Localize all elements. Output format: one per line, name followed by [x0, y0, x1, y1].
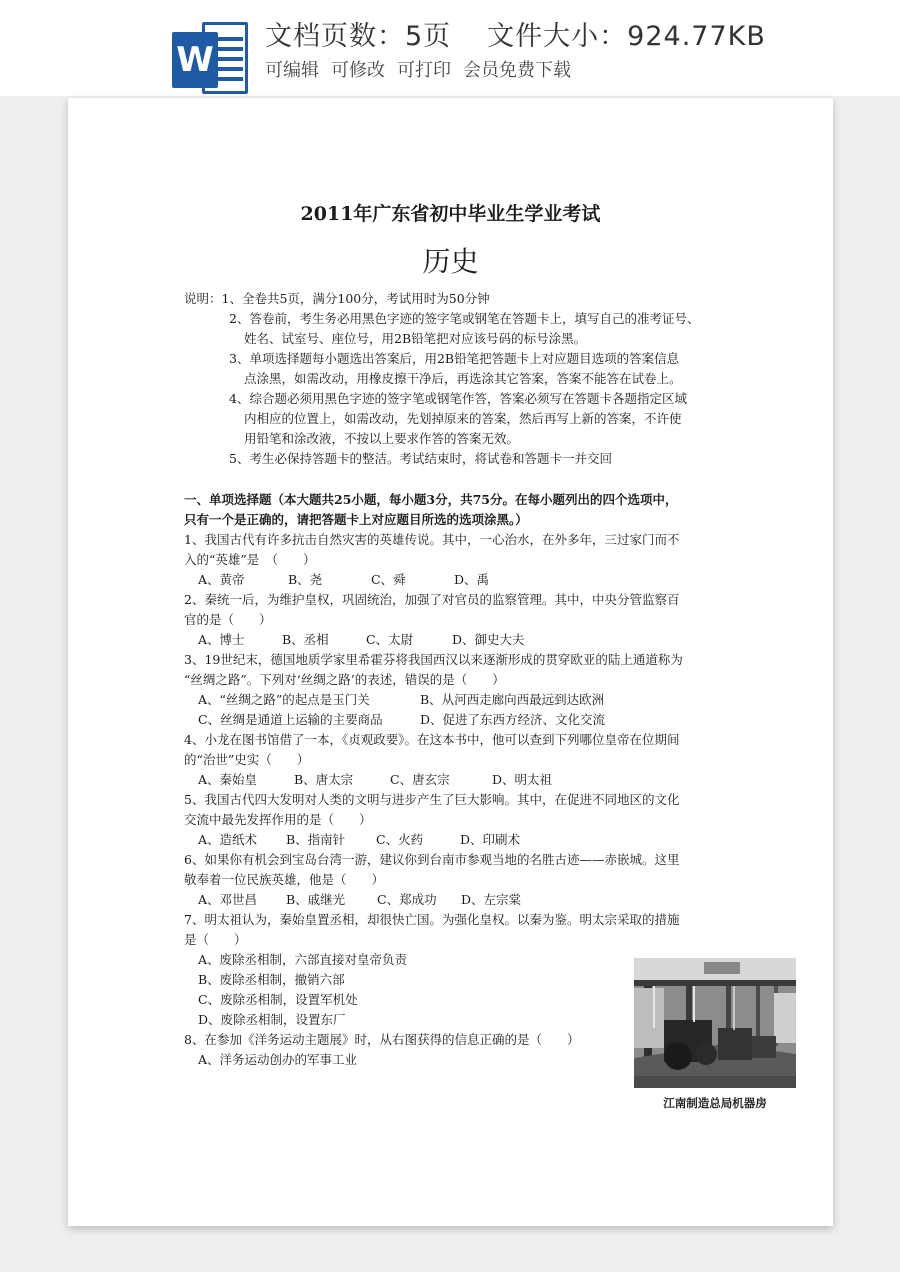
- question-3-options: [198, 690, 604, 710]
- question-7-option: C、废除丞相制，设置军机处: [198, 992, 358, 1007]
- question-1-text: 1、我国古代有许多抗击自然灾害的英雄传说。其中，一心治水，在外多年，三过家门而不: [184, 532, 680, 547]
- question-5-text: 5、我国古代四大发明对人类的文明与进步产生了巨大影响。其中，在促进不同地区的文化: [184, 792, 680, 807]
- banner-title: [265, 14, 766, 53]
- option: C、太尉: [366, 632, 414, 647]
- option: A、黄帝: [198, 572, 245, 587]
- option: D、御史大夫: [452, 632, 525, 647]
- question-4-options: [198, 770, 552, 790]
- option: D、明太祖: [492, 772, 553, 787]
- question-3-text: “丝绸之路”。下列对‘丝绸之路’的表述，错误的是（ ）: [184, 672, 505, 687]
- question-7-text: 7、明太祖认为，秦始皇置丞相，却很快亡国。为强化皇权。以秦为鉴。明太宗采取的措施: [184, 912, 680, 927]
- question-7-option: B、废除丞相制，撤销六部: [198, 972, 345, 987]
- note-line: 内相应的位置上，如需改动，先划掉原来的答案，然后再写上新的答案，不许使: [244, 411, 682, 426]
- exam-title: 2011年广东省初中毕业生学业考试: [300, 203, 601, 225]
- factory-photo: [634, 958, 796, 1088]
- document-content: [68, 98, 833, 1226]
- feature-modifiable: 可修改: [331, 60, 385, 81]
- option: C、丝绸是通道上运输的主要商品: [198, 712, 383, 727]
- note-line: 说明：1、全卷共5页，满分100分，考试用时为50分钟: [184, 291, 490, 306]
- section-heading: 只有一个是正确的，请把答题卡上对应题目所选的选项涂黑。）: [184, 512, 528, 527]
- document-page: [68, 98, 833, 1226]
- question-7-text: 是（ ）: [184, 932, 247, 947]
- question-5-options: [198, 830, 520, 850]
- option: C、舜: [371, 572, 406, 587]
- note-line: 5、考生必保持答题卡的整洁。考试结束时，将试卷和答题卡一并交回: [229, 451, 612, 466]
- subject-title: 历史: [422, 245, 479, 278]
- option: A、造纸术: [198, 832, 258, 847]
- question-2-text: 官的是（ ）: [184, 612, 272, 627]
- note-line: 3、单项选择题每小题选出答案后，用2B铅笔把答题卡上对应题目选项的答案信息: [229, 351, 680, 366]
- option: C、火药: [376, 832, 424, 847]
- option: B、唐太宗: [294, 772, 354, 787]
- file-size-label: 文件大小：924.77KB: [487, 21, 766, 52]
- note-line: 姓名、试室号、座位号，用2B铅笔把对应该号码的标号涂黑。: [244, 331, 587, 346]
- question-6-text: 敬奉着一位民族英雄，他是（ ）: [184, 872, 385, 887]
- feature-printable: 可打印: [397, 60, 451, 81]
- option: D、禹: [454, 572, 490, 587]
- page-count-label: 文档页数：5页: [265, 21, 452, 52]
- question-6-options: [198, 890, 521, 910]
- option: B、戚继光: [286, 892, 346, 907]
- question-1-text: 入的“英雄”是 （ ）: [184, 552, 316, 567]
- machine-room-illustration: [634, 958, 796, 1088]
- question-3-text: 3、19世纪末，德国地质学家里希霍芬将我国西汉以来逐渐形成的贯穿欧亚的陆上通道称为: [184, 652, 683, 667]
- option: B、指南针: [286, 832, 346, 847]
- question-7-option: A、废除丞相制，六部直接对皇帝负责: [198, 952, 408, 967]
- option: C、唐玄宗: [390, 772, 450, 787]
- option: A、博士: [198, 632, 245, 647]
- word-document-icon: [172, 22, 250, 94]
- option: B、从河西走廊向西最远到达欧洲: [420, 692, 605, 707]
- note-line: 用铅笔和涂改液，不按以上要求作答的答案无效。: [244, 431, 520, 446]
- option: D、促进了东西方经济、文化交流: [420, 712, 606, 727]
- note-line: 2、答卷前，考生务必用黑色字迹的签字笔或钢笔在答题卡上，填写自己的准考证号、: [229, 311, 700, 326]
- question-2-text: 2、秦统一后，为维护皇权，巩固统治，加强了对官员的监察管理。其中，中央分管监察百: [184, 592, 680, 607]
- download-banner: [0, 0, 900, 96]
- question-1-options: [198, 570, 489, 590]
- note-line: 点涂黑，如需改动，用橡皮擦干净后，再选涂其它答案，答案不能答在试卷上。: [244, 371, 682, 386]
- section-heading: 一、单项选择题（本大题共25小题，每小题3分，共75分。在每小题列出的四个选项中，: [184, 492, 678, 507]
- note-line: 4、综合题必须用黑色字迹的签字笔或钢笔作答，答案必须写在答题卡各题指定区域: [229, 391, 687, 406]
- question-3-options: [198, 710, 605, 730]
- question-6-text: 6、如果你有机会到宝岛台湾一游，建议你到台南市参观当地的名胜古迹——赤嵌城。这里: [184, 852, 680, 867]
- option: B、尧: [288, 572, 323, 587]
- option: A、“丝绸之路”的起点是玉门关: [198, 692, 370, 707]
- option: A、秦始皇: [198, 772, 258, 787]
- photo-caption: 江南制造总局机器房: [663, 1096, 767, 1110]
- feature-list: [265, 56, 571, 82]
- question-8-option: A、洋务运动创办的军事工业: [198, 1052, 358, 1067]
- question-2-options: [198, 630, 525, 650]
- question-4-text: 的“治世”史实（ ）: [184, 752, 310, 767]
- option: B、丞相: [282, 632, 329, 647]
- word-icon-letter: W: [172, 32, 218, 88]
- option: A、邓世昌: [198, 892, 258, 907]
- option: D、左宗棠: [461, 892, 522, 907]
- option: C、郑成功: [377, 892, 437, 907]
- question-5-text: 交流中最先发挥作用的是（ ）: [184, 812, 372, 827]
- feature-editable: 可编辑: [265, 60, 319, 81]
- question-4-text: 4、小龙在图书馆借了一本，《贞观政要》。在这本书中，他可以查到下列哪位皇帝在位期间: [184, 732, 680, 747]
- question-8-text: 8、在参加《洋务运动主题展》时，从右图获得的信息正确的是（ ）: [184, 1032, 580, 1047]
- feature-member-download: 会员免费下载: [463, 60, 571, 81]
- question-7-option: D、废除丞相制，设置东厂: [198, 1012, 346, 1027]
- option: D、印刷术: [460, 832, 521, 847]
